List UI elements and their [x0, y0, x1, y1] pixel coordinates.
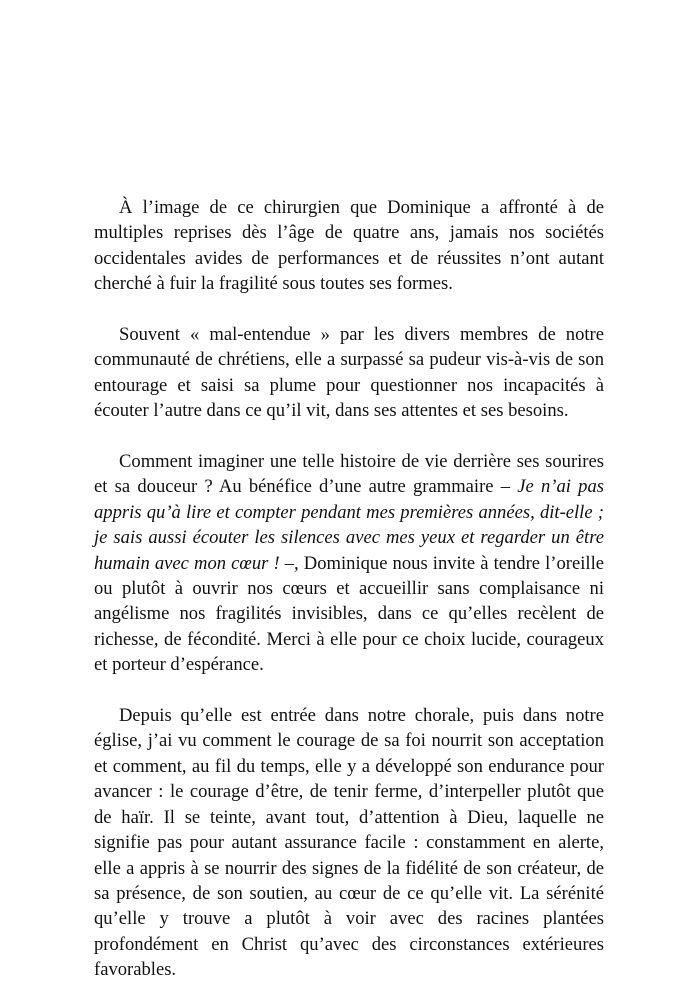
paragraph-3-after: Dominique nous invite à tendre l’oreille ou plutôt à ouvrir nos cœurs et accueillir sans complaisance ni angélisme nos fragilités invisibles, dans ce qu’elles recèlent de richesse, de fécondité. Merci à elle pour ce choix lucide, courageux et porteur d’espérance.	[94, 552, 604, 676]
paragraph-4: Depuis qu’elle est entrée dans notre chorale, puis dans notre église, j’ai vu comment le courage de sa foi nourrit son acceptation et comment, au fil du temps, elle y a développé son endurance pour avancer : le courage d’être, de tenir ferme, d’interpeller plutôt que de haïr. Il se teinte, avant tout, d’attention à Dieu, laquelle ne signifie pas pour autant assurance facile : constamment en alerte, elle a appris à se nourrir des signes de la fidélité de son créateur, de sa présence, de son soutien, au cœur de ce qu’elle vit. La sérénité qu’elle y trouve a plutôt à voir avec des racines plantées profondément en Christ qu’avec des circonstances extérieures favorables.	[94, 705, 604, 981]
paragraph-1: À l’image de ce chirurgien que Dominique a affronté à de multiples reprises dès l’âge de quatre ans, jamais nos sociétés occidentales avides de performances et de réussites n’ont autant cherché à fuir la fragilité sous toutes ses formes.	[94, 197, 604, 295]
document-page-text	[94, 195, 604, 983]
paragraph-3-italic-quote: Je n’ai pas appris qu’à lire et compter pendant mes premières années, dit-elle ; je sais aussi écouter les silences avec mes yeux et regarder un être humain avec mon cœur ! –,	[94, 476, 604, 574]
paragraph-2: Souvent « mal-entendue » par les divers membres de notre communauté de chrétiens, elle a surpassé sa pudeur vis-à-vis de son entourage et saisi sa plume pour questionner nos incapacités à écouter l’autre dans ce qu’il vit, dans ses attentes et ses besoins.	[94, 324, 604, 422]
paragraph-3-before: Comment imaginer une telle histoire de vie derrière ses sourires et sa douceur ? Au bénéfice d’une autre grammaire –	[94, 451, 604, 498]
paragraph-3	[94, 449, 604, 678]
